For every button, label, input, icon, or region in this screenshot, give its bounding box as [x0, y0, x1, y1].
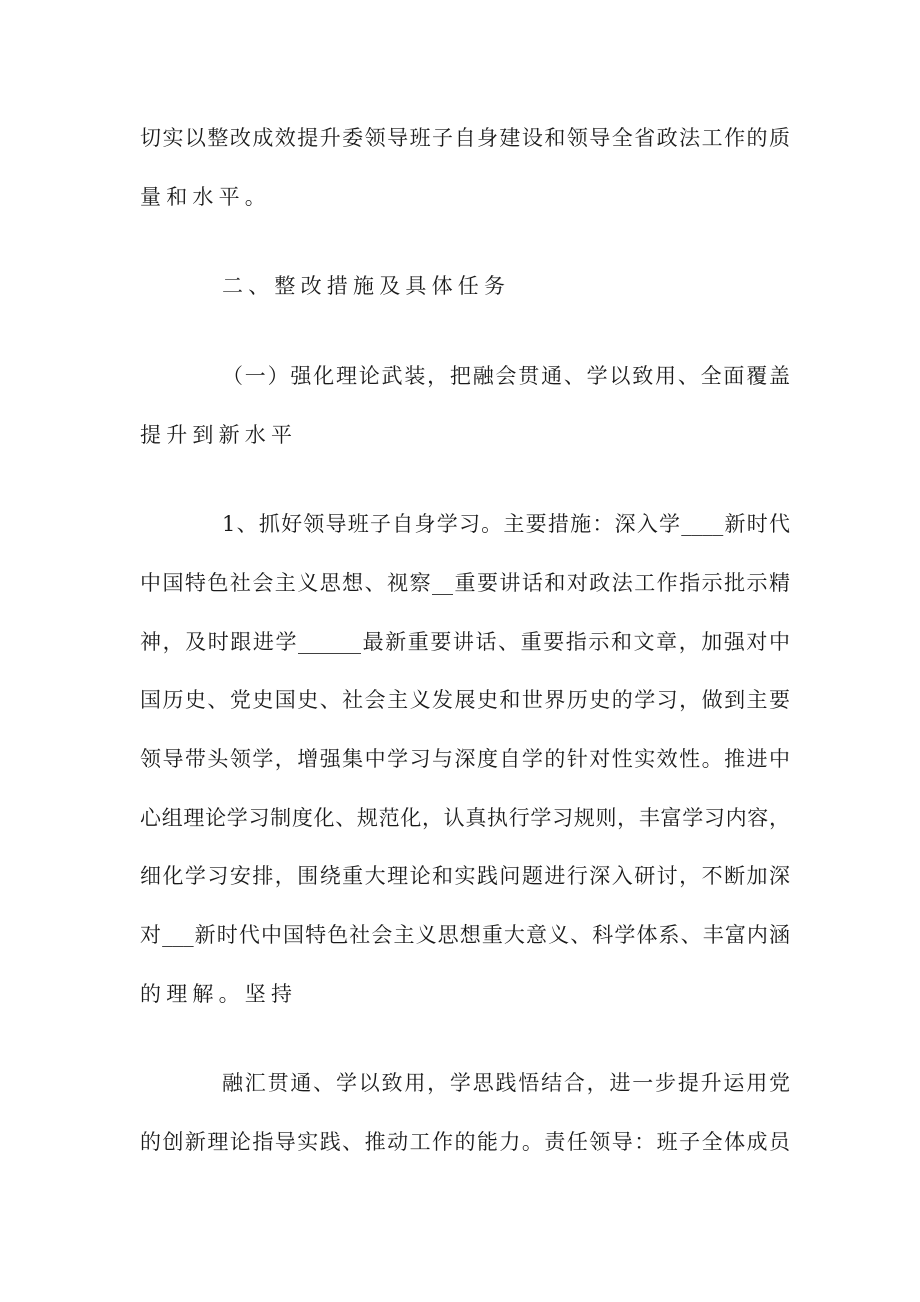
- text-line: 对___新时代中国特色社会主义思想重大意义、科学体系、丰富内涵: [140, 923, 790, 947]
- text-line: 量和水平。: [140, 185, 271, 209]
- text-line: 的创新理论指导实践、推动工作的能力。责任领导：班子全体成员: [140, 1130, 790, 1154]
- text-line: 切实以整改成效提升委领导班子自身建设和领导全省政法工作的质: [140, 126, 790, 150]
- text-line: 细化学习安排，围绕重大理论和实践问题进行深入研讨，不断加深: [140, 864, 790, 888]
- text-line: 中国特色社会主义思想、视察__重要讲话和对政法工作指示批示精: [140, 571, 790, 595]
- subsection-heading-continued: 提升到新水平: [140, 423, 298, 447]
- subsection-heading: （一）强化理论武装，把融会贯通、学以致用、全面覆盖: [222, 364, 790, 388]
- text-line: 心组理论学习制度化、规范化，认真执行学习规则，丰富学习内容，: [140, 806, 790, 830]
- text-line: 1、抓好领导班子自身学习。主要措施：深入学____新时代: [222, 512, 790, 536]
- text-line: 融汇贯通、学以致用，学思践悟结合，进一步提升运用党: [222, 1071, 790, 1095]
- text-line: 国历史、党史国史、社会主义发展史和世界历史的学习，做到主要: [140, 688, 790, 712]
- text-line: 领导带头领学，增强集中学习与深度自学的针对性实效性。推进中: [140, 747, 790, 771]
- text-line: 的理解。坚持: [140, 982, 298, 1006]
- section-heading: 二、整改措施及具体任务: [222, 274, 511, 298]
- text-line: 神，及时跟进学______最新重要讲话、重要指示和文章，加强对中: [140, 630, 790, 654]
